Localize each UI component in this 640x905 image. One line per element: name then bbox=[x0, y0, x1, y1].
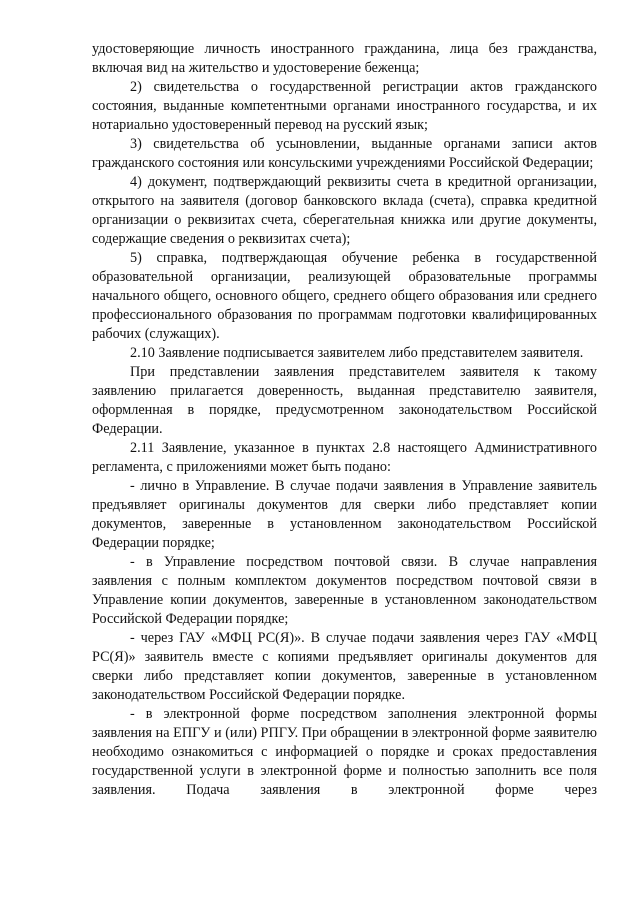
paragraph-by-post: - в Управление посредством почтовой связи. В случае направления заявления с полным комплектом документов посредством почтовой связи в Управление копии документов, заверенные в установленном законодательством Российской Федерации порядке; bbox=[92, 554, 597, 627]
paragraph-item-5: 5) справка, подтверждающая обучение ребенка в государственной образовательной организации, реализующей образовательные программы начального общего, основного общего, среднего общего образования или среднего профессионального образования по программам подготовки квалифицированных рабочих (служащих). bbox=[92, 250, 597, 342]
paragraph-mfc: - через ГАУ «МФЦ РС(Я)». В случае подачи заявления через ГАУ «МФЦ РС(Я)» заявитель вместе с копиями предъявляет оригиналы документов для сверки либо представляет копии документов, заверенные в установленном законодательством Российской Федерации порядке. bbox=[92, 630, 597, 703]
paragraph-item-2: 2) свидетельства о государственной регистрации актов гражданского состояния, выданные компетентными органами иностранного государства, и их нотариально удостоверенный перевод на русский язык; bbox=[92, 79, 597, 133]
paragraph-in-person: - лично в Управление. В случае подачи заявления в Управление заявитель предъявляет оригиналы документов для сверки либо представляет копии документов, заверенные в установленном законодательством Российской Федерации порядке; bbox=[92, 478, 597, 551]
paragraph-item-3: 3) свидетельства об усыновлении, выданные органами записи актов гражданского состояния или консульскими учреждениями Российской Федерации; bbox=[92, 136, 597, 171]
paragraph-continuation: удостоверяющие личность иностранного гражданина, лица без гражданства, включая вид на жительство и удостоверение беженца; bbox=[92, 41, 597, 76]
paragraph-2-10: 2.10 Заявление подписывается заявителем либо представителем заявителя. bbox=[130, 345, 584, 361]
paragraph-representative: При представлении заявления представителем заявителя к такому заявлению прилагается доверенность, выданная представителю заявителя, оформленная в порядке, предусмотренном законодательством Российской Федерации. bbox=[92, 364, 597, 437]
paragraph-electronic: - в электронной форме посредством заполнения электронной формы заявления на ЕПГУ и (или) РПГУ. При обращении в электронной форме заявителю необходимо ознакомиться с информацией о порядке и сроках предоставления государственной услуги в электронной форме и полностью заполнить все поля заявления. Подача заявления в электронной форме через bbox=[92, 706, 597, 798]
paragraph-item-4: 4) документ, подтверждающий реквизиты счета в кредитной организации, открытого на заявителя (договор банковского вклада (счета), справка кредитной организации о реквизитах счета, сберегательная книжка или другие документы, содержащие сведения о реквизитах счета); bbox=[92, 174, 597, 247]
paragraph-2-11: 2.11 Заявление, указанное в пунктах 2.8 настоящего Административного регламента, с приложениями может быть подано: bbox=[92, 440, 597, 475]
